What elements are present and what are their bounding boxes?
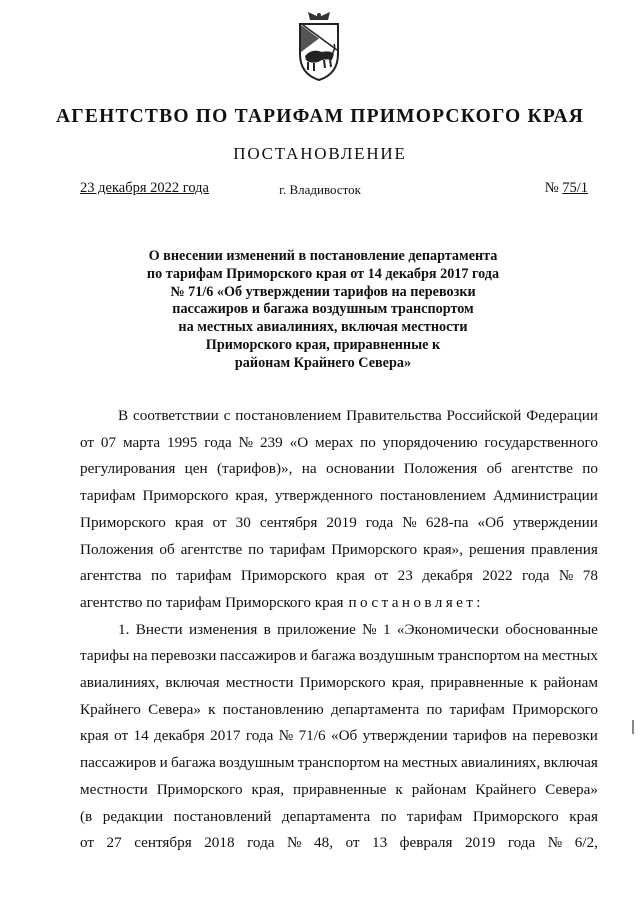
word: края, xyxy=(251,780,285,798)
number-prefix: № xyxy=(544,180,559,196)
word: и xyxy=(159,754,168,772)
word: Правительства xyxy=(346,407,442,424)
word: 239 xyxy=(259,433,283,451)
subject-line: Приморского края, приравненные к xyxy=(205,336,441,353)
word: авиалиниях, xyxy=(80,674,160,692)
word: с xyxy=(223,407,231,424)
word: февраля xyxy=(399,834,453,852)
word: по xyxy=(248,540,264,558)
word: от xyxy=(80,433,95,451)
word: В xyxy=(118,407,129,424)
word: по xyxy=(582,460,598,478)
word: по xyxy=(360,433,376,451)
word: Крайнего xyxy=(475,780,537,798)
subject-line: О внесении изменений в постановление департамента xyxy=(148,248,498,264)
word: цен xyxy=(184,460,208,478)
word: 2022 xyxy=(482,567,513,585)
word: агентстве xyxy=(511,460,573,478)
word: приравненные xyxy=(430,674,524,692)
word: утвержденного xyxy=(274,487,373,505)
word: авиалиниях, xyxy=(461,754,541,772)
word: Приморского xyxy=(142,487,229,505)
body-line xyxy=(80,617,598,644)
word: на xyxy=(383,754,399,772)
decree-word: постановляет: xyxy=(348,593,484,611)
word: утверждении xyxy=(512,513,598,531)
word: багажа xyxy=(310,647,356,665)
word: включая xyxy=(543,754,598,772)
word: от xyxy=(374,567,389,585)
body-line xyxy=(80,643,598,670)
word: воздушным xyxy=(219,754,295,772)
document-date: 23 декабря 2022 года xyxy=(80,180,209,196)
word: № xyxy=(558,567,574,585)
word: 13 xyxy=(372,834,388,852)
word: 14 xyxy=(133,727,149,745)
word: соответствии xyxy=(132,407,219,424)
word: декабря xyxy=(154,727,205,745)
word: к xyxy=(529,674,538,692)
word: пассажиров xyxy=(80,754,157,772)
word: местности xyxy=(225,674,294,692)
word: декабря xyxy=(422,567,473,585)
subject-line: на местных авиалиниях, включая местности xyxy=(178,319,468,336)
word: 2018 xyxy=(204,834,235,852)
word: года xyxy=(507,834,536,852)
word: постановлений xyxy=(173,807,272,825)
word: включая xyxy=(165,674,220,692)
word: местности xyxy=(80,780,148,798)
word: тарифов xyxy=(453,727,507,745)
word: края xyxy=(336,567,365,585)
word: транспортом xyxy=(437,647,521,665)
word: Крайнего xyxy=(80,700,141,718)
word: и xyxy=(299,647,308,665)
word: приложение xyxy=(277,620,356,638)
word: 1 xyxy=(382,620,391,638)
word: (тарифов)», xyxy=(217,460,293,478)
word: 628-па xyxy=(425,513,469,531)
word: от xyxy=(345,834,360,852)
document-subject xyxy=(80,248,566,373)
word: Приморского xyxy=(240,567,327,585)
word: № xyxy=(547,834,563,852)
subject-line: № 71/6 «Об утверждении тарифов на перевозки xyxy=(170,283,476,300)
word: края, xyxy=(391,674,425,692)
body-line xyxy=(80,430,598,457)
word: года xyxy=(245,727,274,745)
word: тарифы xyxy=(80,647,130,665)
word: «Об xyxy=(477,513,504,531)
word: 2017 xyxy=(210,727,241,745)
word: тарифам xyxy=(406,807,463,825)
word: районам xyxy=(411,780,467,798)
number-value: 75/1 xyxy=(562,180,588,196)
word: Приморского xyxy=(80,513,166,531)
word: края, xyxy=(235,487,268,505)
word: районам xyxy=(543,674,598,692)
word: основании xyxy=(325,460,395,478)
word: края xyxy=(174,513,204,531)
word: местных xyxy=(401,754,458,772)
word: решения xyxy=(468,540,525,558)
word: агентства xyxy=(80,567,142,585)
word: упорядочению xyxy=(382,433,478,451)
coat-of-arms-icon xyxy=(294,10,344,82)
word: багажа xyxy=(171,754,216,772)
word: мерах xyxy=(315,433,354,451)
document-body xyxy=(80,403,598,857)
word: департамента xyxy=(281,807,371,825)
word: перевозки xyxy=(532,727,598,745)
word: года xyxy=(204,433,232,451)
word: на xyxy=(301,460,317,478)
word: на xyxy=(512,727,528,745)
body-line xyxy=(80,777,598,804)
word: государственного xyxy=(484,433,598,451)
word: 48, xyxy=(314,834,333,852)
word: приравненные xyxy=(293,780,387,798)
word: Приморского xyxy=(331,540,418,558)
word: 1. xyxy=(118,620,130,638)
word: на xyxy=(523,647,539,665)
body-line xyxy=(80,456,598,483)
word: редакции xyxy=(102,807,164,825)
word: края xyxy=(80,727,109,745)
word: сентября xyxy=(134,834,192,852)
body-line xyxy=(80,483,598,510)
word: № xyxy=(287,834,302,852)
word: агентстве xyxy=(180,540,243,558)
word: года xyxy=(365,513,394,531)
word: от xyxy=(212,513,227,531)
word: транспортом xyxy=(297,754,381,772)
body-line xyxy=(80,830,598,857)
word: воздушным xyxy=(359,647,435,665)
body-line xyxy=(80,804,598,831)
word: сентября xyxy=(259,513,318,531)
word: (в xyxy=(80,807,93,825)
body-text: агентство по тарифам Приморского края xyxy=(80,593,344,611)
word: края», xyxy=(422,540,464,558)
word: 78 xyxy=(582,567,598,585)
word: по xyxy=(380,807,397,825)
word: пассажиров xyxy=(219,647,297,665)
subject-line: по тарифам Приморского края от 14 декабря 2017 года xyxy=(146,265,500,282)
word: в xyxy=(263,620,271,638)
word: от xyxy=(80,834,95,852)
word: марта xyxy=(122,433,161,451)
word: 1995 xyxy=(167,433,198,451)
word: Приморского xyxy=(156,780,243,798)
word: года xyxy=(247,834,275,852)
body-line xyxy=(80,670,598,697)
body-line xyxy=(80,537,598,564)
word: 27 xyxy=(106,834,122,852)
word: Российской xyxy=(446,407,522,424)
word: края xyxy=(569,807,598,825)
word: «Об xyxy=(330,727,358,745)
word: к xyxy=(208,700,216,718)
word: Администрации xyxy=(492,487,598,505)
word: тарифам xyxy=(176,567,232,585)
subject-line: районам Крайнего Севера» xyxy=(234,354,412,371)
word: правления xyxy=(530,540,598,558)
body-line xyxy=(80,750,598,777)
word: Приморского xyxy=(472,807,559,825)
body-line-last xyxy=(80,590,598,617)
word: постановлением xyxy=(235,407,342,424)
word: регулирования xyxy=(80,460,176,478)
word: обоснованные xyxy=(505,620,598,638)
document-city: г. Владивосток xyxy=(279,182,361,197)
word: 07 xyxy=(100,433,117,451)
word: по xyxy=(150,567,167,585)
word: департамента xyxy=(330,700,420,718)
body-line xyxy=(80,697,598,724)
word: Внести xyxy=(135,620,183,638)
word: тарифам xyxy=(80,487,136,505)
word: тарифам xyxy=(269,540,326,558)
word: Положения xyxy=(80,540,154,558)
word: года xyxy=(522,567,550,585)
word: Положения xyxy=(403,460,478,478)
body-line xyxy=(80,403,598,430)
word: тарифам xyxy=(449,700,505,718)
word: № xyxy=(402,513,417,531)
document-type: ПОСТАНОВЛЕНИЕ xyxy=(233,144,407,163)
word: Приморского xyxy=(512,700,598,718)
word: Федерации xyxy=(526,407,598,424)
word: об xyxy=(486,460,502,478)
word: постановлением xyxy=(379,487,486,505)
word: 2019 xyxy=(464,834,496,852)
word: № xyxy=(238,433,254,451)
scan-mark xyxy=(632,720,634,734)
word: № xyxy=(278,727,294,745)
word: утверждении xyxy=(362,727,448,745)
body-line xyxy=(80,510,598,537)
body-line xyxy=(80,563,598,590)
word: от xyxy=(114,727,129,745)
body-line xyxy=(80,723,598,750)
word: 6/2, xyxy=(574,834,598,852)
agency-title: АГЕНТСТВО ПО ТАРИФАМ ПРИМОРСКОГО КРАЯ xyxy=(55,106,585,127)
word: Севера» xyxy=(545,780,598,798)
word: на xyxy=(132,647,148,665)
document-number xyxy=(545,180,588,197)
word: № xyxy=(362,620,377,638)
word: «Экономически xyxy=(396,620,499,638)
word: 2019 xyxy=(326,513,357,531)
word: по xyxy=(426,700,443,718)
subject-line: пассажиров и багажа воздушным транспортом xyxy=(172,301,474,318)
word: перевозки xyxy=(151,647,217,665)
word: местных xyxy=(541,647,598,665)
word: 30 xyxy=(235,513,251,531)
word: 71/6 xyxy=(298,727,326,745)
word: об xyxy=(159,540,175,558)
word: «О xyxy=(289,433,309,451)
word: постановлению xyxy=(222,700,324,718)
word: Севера» xyxy=(148,700,201,718)
word: 23 xyxy=(397,567,413,585)
word: Приморского xyxy=(299,674,386,692)
word: изменения xyxy=(188,620,258,638)
word: к xyxy=(395,780,403,798)
